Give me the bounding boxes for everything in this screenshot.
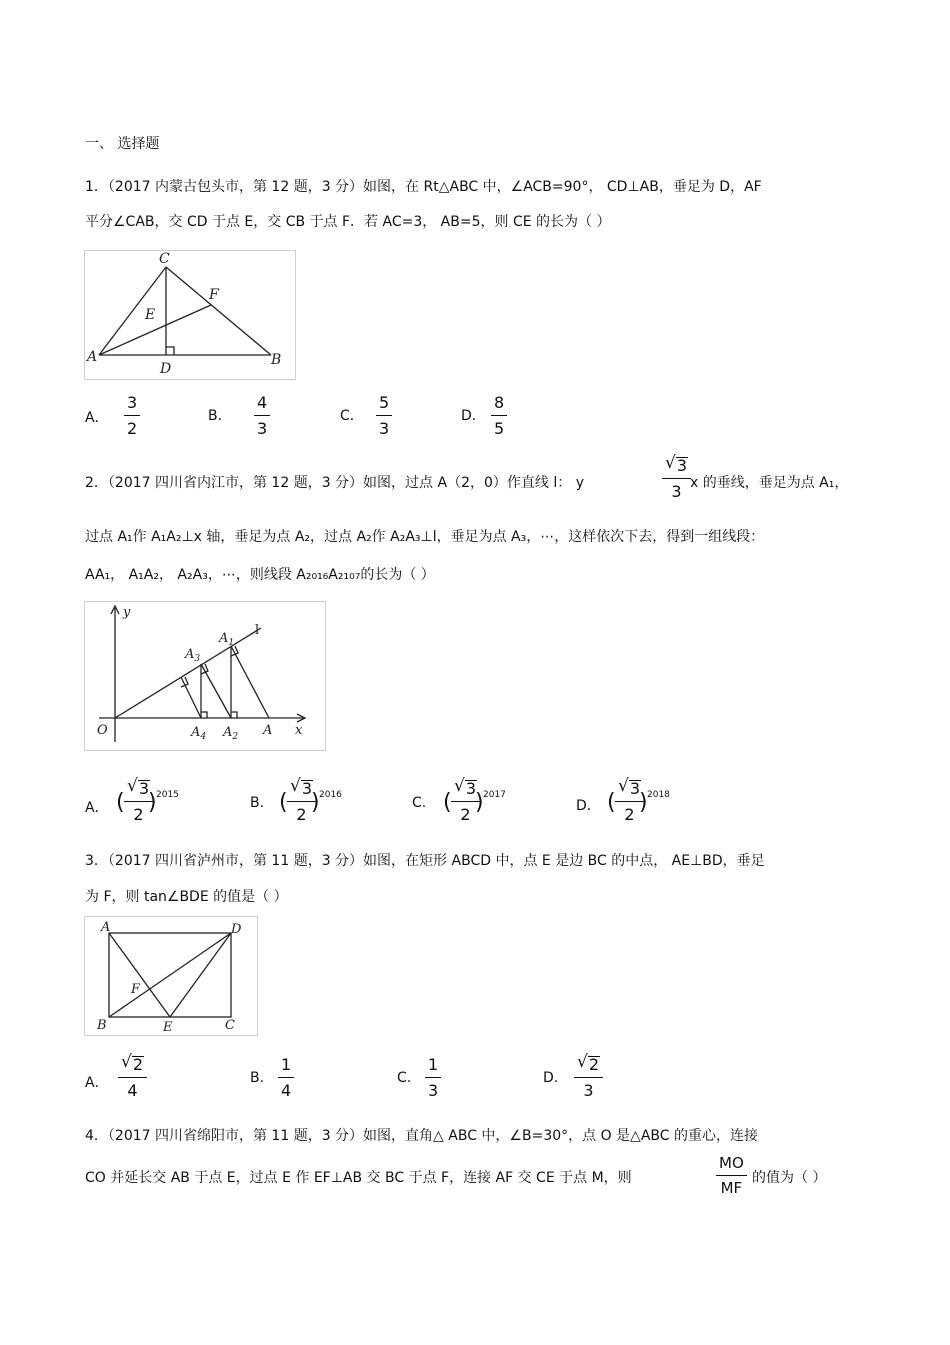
q2-text-line2: 过点 A₁作 A₁A₂⊥x 轴，垂足为点 A₂，过点 A₂作 A₂A₃⊥l，垂足为点 A₃，⋯，这样依次下去，得到一组线段： xyxy=(85,529,765,545)
q4-text-line2-pre: CO 并延长交 AB 于点 E，过点 E 作 EF⊥AB 交 BC 于点 F，连接 AF 交 CE 于点 M，则 xyxy=(85,1170,632,1186)
q2-option-c-label: C. xyxy=(412,795,427,811)
q2-text-line1-pre: 2．（2017 四川省内江市，第 12 题，3 分）如图，过点 A（2，0）作直线 l： y xyxy=(85,475,584,491)
q1-option-d-value: $\frac{8}{5}$ xyxy=(491,395,507,437)
section-title: 一、 选择题 xyxy=(85,136,160,152)
q3-text-line2: 为 F，则 tan∠BDE 的值是（ ） xyxy=(85,889,288,905)
q1-label-a: A xyxy=(87,349,98,365)
q3-option-d-value: √ 2 3 xyxy=(574,1054,603,1099)
q3-option-c-label: C. xyxy=(397,1070,412,1086)
q2-label-o: O xyxy=(97,723,108,738)
q1-option-d-label: D． xyxy=(461,408,486,424)
q4-text-line2-post: 的值为（ ） xyxy=(752,1170,827,1186)
q3-option-a-value: √ 2 4 xyxy=(118,1054,147,1099)
q3-label-f: F xyxy=(131,982,141,997)
q1-label-e: E xyxy=(145,307,156,323)
q4-text-line1: 4．（2017 四川省绵阳市，第 11 题，3 分）如图，直角△ ABC 中，∠B=30°，点 O 是△ABC 的重心，连接 xyxy=(85,1128,758,1144)
q2-option-a-value: √ 3 2 xyxy=(124,778,153,823)
q2-label-a3: $A_3$ xyxy=(185,647,201,664)
q2-option-b-label: B. xyxy=(250,795,265,811)
q3-label-c: C xyxy=(225,1018,235,1033)
q1-option-b-label: B． xyxy=(208,408,232,424)
q2-label-a2: $A_2$ xyxy=(223,725,239,742)
q3-option-a-label: A． xyxy=(85,1075,109,1091)
q1-label-b: B xyxy=(271,352,282,368)
q1-option-b-value: $\frac{4}{3}$ xyxy=(254,395,270,437)
q2-option-a-exponent: 2015 xyxy=(156,790,179,800)
q2-option-d-exponent: 2018 xyxy=(647,790,670,800)
q2-option-b-rparen: ) xyxy=(311,790,320,815)
q2-option-c-value: √ 3 2 xyxy=(451,778,480,823)
q1-option-a-label: A． xyxy=(85,410,109,426)
q3-label-d: D xyxy=(231,922,242,937)
q3-figure xyxy=(84,916,258,1036)
q2-option-d-rparen: ) xyxy=(639,790,648,815)
q2-text-line3: AA₁， A₁A₂， A₂A₃，⋯，则线段 A₂₀₁₆A₂₁₀₇的长为（ ） xyxy=(85,567,435,583)
q2-option-d-lparen: ( xyxy=(607,790,616,815)
q3-label-e: E xyxy=(163,1020,173,1035)
q1-figure xyxy=(84,250,296,380)
q3-option-d-label: D. xyxy=(543,1070,559,1086)
q1-option-c-value: $\frac{5}{3}$ xyxy=(376,395,392,437)
q2-label-a1: $A_1$ xyxy=(219,631,235,648)
q4-ratio-fraction: $\frac{MO}{MF}$ xyxy=(716,1156,747,1196)
q2-option-d-value: √ 3 2 xyxy=(615,778,644,823)
q3-option-b-label: B. xyxy=(250,1070,265,1086)
q1-text-line2: 平分∠CAB，交 CD 于点 E，交 CB 于点 F．若 AC=3， AB=5，则 CE 的长为（ ） xyxy=(85,214,611,230)
q1-label-c: C xyxy=(159,251,170,267)
q3-option-b-value: $\frac{1}{4}$ xyxy=(278,1057,294,1099)
q2-label-a: A xyxy=(263,723,273,738)
q2-option-c-rparen: ) xyxy=(475,790,484,815)
q2-option-a-lparen: ( xyxy=(116,790,125,815)
q1-option-a-value: $\frac{3}{2}$ xyxy=(124,395,140,437)
q2-line-slope: √ 3 3 xyxy=(662,455,691,500)
q2-option-a-label: A． xyxy=(85,800,109,816)
q3-label-a: A xyxy=(101,920,111,935)
q1-text-line1: 1．（2017 内蒙古包头市，第 12 题，3 分）如图，在 Rt△ABC 中，∠ACB=90°， CD⊥AB，垂足为 D，AF xyxy=(85,179,762,195)
q1-label-f: F xyxy=(209,287,219,303)
q2-option-c-exponent: 2017 xyxy=(483,790,506,800)
q2-label-y: y xyxy=(123,605,131,620)
q2-option-d-label: D． xyxy=(576,798,601,814)
q2-option-b-exponent: 2016 xyxy=(319,790,342,800)
q2-label-l: l xyxy=(255,623,260,638)
q2-label-x: x xyxy=(295,723,303,738)
q2-text-line1-post: x 的垂线，垂足为点 A₁， xyxy=(690,475,849,491)
q1-label-d: D xyxy=(160,361,172,377)
q3-label-b: B xyxy=(97,1018,107,1033)
q2-figure xyxy=(84,601,326,751)
q3-text-line1: 3．（2017 四川省泸州市，第 11 题，3 分）如图，在矩形 ABCD 中，点 E 是边 BC 的中点， AE⊥BD，垂足 xyxy=(85,853,765,869)
q2-option-b-lparen: ( xyxy=(279,790,288,815)
q2-option-a-rparen: ) xyxy=(148,790,157,815)
q2-label-a4: $A_4$ xyxy=(191,725,207,742)
q2-option-c-lparen: ( xyxy=(443,790,452,815)
q3-option-c-value: $\frac{1}{3}$ xyxy=(425,1057,441,1099)
q1-option-c-label: C． xyxy=(340,408,364,424)
q2-option-b-value: √ 3 2 xyxy=(287,778,316,823)
